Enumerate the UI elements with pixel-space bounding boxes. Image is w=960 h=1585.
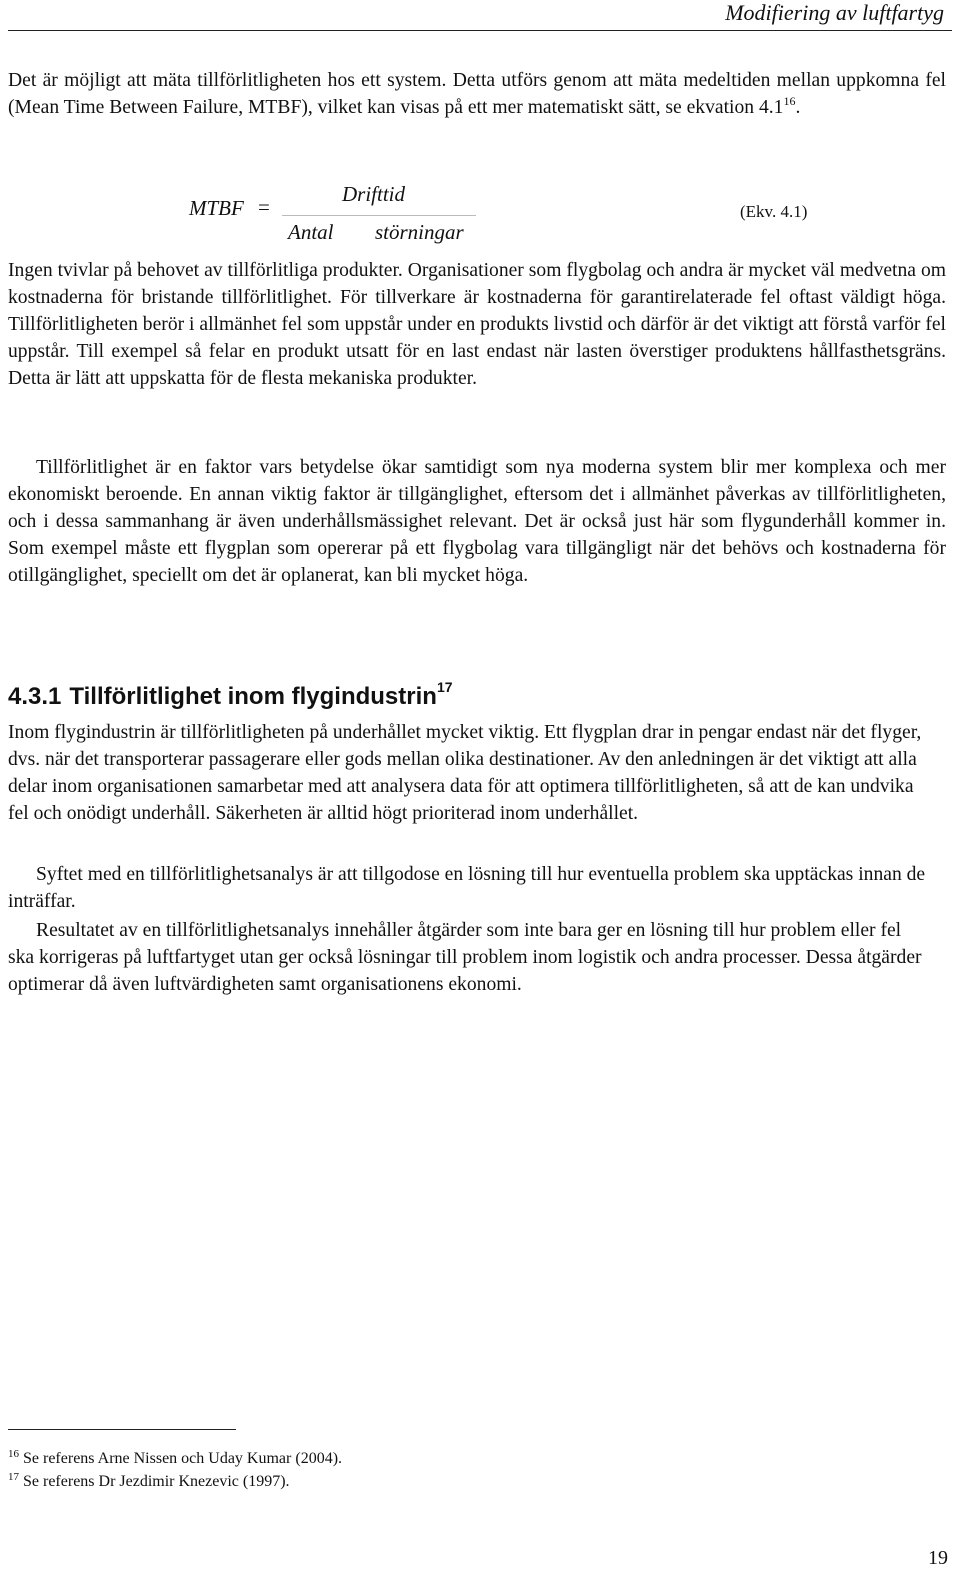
paragraph-2: Tillförlitlighet är en faktor vars betydelse ökar samtidigt som nya moderna system blir mer komplexa och mer ekonomiskt beroende. En annan viktig faktor är tillgänglighet, eftersom det i allmänhet påverkas av tillförlitligheten, och i dessa sammanhang är även underhållsmässighet relevant. Det är också just här som flygunderhåll kommer in. Som exempel måste ett flygplan som opererar på ett flygbolag vara tillgängligt när det behövs och kostnaderna för otillgänglighet, speciellt om det är oplanerat, kan bli mycket höga. <box>8 457 946 586</box>
equation-mtbf <box>0 178 960 248</box>
footnote-divider <box>8 1429 236 1430</box>
paragraph-4: Syftet med en tillförlitlighetsanalys är att tillgodose en lösning till hur eventuella problem ska upptäckas innan de inträffar. <box>8 864 926 912</box>
footnote-ref-16[interactable]: 16 <box>783 94 796 108</box>
intro-tail: . <box>795 97 801 118</box>
footnote-16 <box>8 1449 342 1469</box>
footnote-ref-17[interactable]: 17 <box>436 679 453 695</box>
section-heading <box>8 679 453 712</box>
header-divider <box>8 30 952 31</box>
page-number: 19 <box>928 1547 948 1569</box>
paragraph-1: Ingen tvivlar på behovet av tillförlitliga produkter. Organisationer som flygbolag och andra är mycket väl medvetna om kostnaderna för bristande tillförlitlighet. För tillverkare är kostnaderna för garantirelaterade fel oftast väldigt höga. Tillförlitligheten berör i allmänhet fel som uppstår under en produkts livstid och därför är det viktigt att förstå varför fel uppstår. Till exempel så felar en produkt utsatt för en last endast när lasten överstiger produktens hållfasthetsgräns. Detta är lätt att uppskatta för de flesta mekaniska produkter. <box>8 260 946 389</box>
running-header: Modifiering av luftfartyg <box>725 0 944 25</box>
section-title-text: Tillförlitlighet inom flygindustrin <box>69 683 437 710</box>
footnote-text: Se referens Dr Jezdimir Knezevic (1997). <box>23 1473 290 1490</box>
intro-paragraph <box>8 67 946 121</box>
equation-label: (Ekv. 4.1) <box>740 202 808 221</box>
equation-equals: = <box>258 195 270 219</box>
footnote-number: 17 <box>8 1471 19 1483</box>
intro-text: Det är möjligt att mäta tillförlitligheten hos ett system. Detta utförs genom att mäta medeltiden mellan uppkomna fel (Mean Time Between Failure, MTBF), vilket kan visas på ett mer matematiskt sätt, se ekvation 4.1 <box>8 70 946 118</box>
equation-denominator-storningar: störningar <box>375 220 464 244</box>
footnote-text: Se referens Arne Nissen och Uday Kumar (2004). <box>23 1450 343 1467</box>
footnote-number: 16 <box>8 1448 19 1460</box>
footnote-17 <box>8 1472 290 1492</box>
fraction-bar <box>282 215 476 216</box>
equation-denominator-antal: Antal <box>288 220 334 244</box>
equation-numerator: Drifttid <box>342 182 406 206</box>
paragraph-3: Inom flygindustrin är tillförlitligheten på underhållet mycket viktig. Ett flygplan drar in pengar endast när det flyger, dvs. när det transporterar passagerare eller gods mellan olika destinationer. Av den anledningen är det viktigt att alla delar inom organisationen samarbetar med att analysera data för att optimera tillförlitligheten, så att de kan undvika fel och onödigt underhåll. Säkerheten är alltid högt prioriterad inom underhållet. <box>8 722 922 824</box>
paragraph-5: Resultatet av en tillförlitlighetsanalys innehåller åtgärder som inte bara ger en lösning till hur problem eller fel ska korrigeras på luftfartyget utan ger också lösningar till problem inom logistik och andra processer. Dessa åtgärder optimerar då även luftvärdigheten samt organisationens ekonomi. <box>8 920 922 995</box>
section-number: 4.3.1 <box>8 683 62 710</box>
equation-lhs: MTBF <box>189 196 244 220</box>
